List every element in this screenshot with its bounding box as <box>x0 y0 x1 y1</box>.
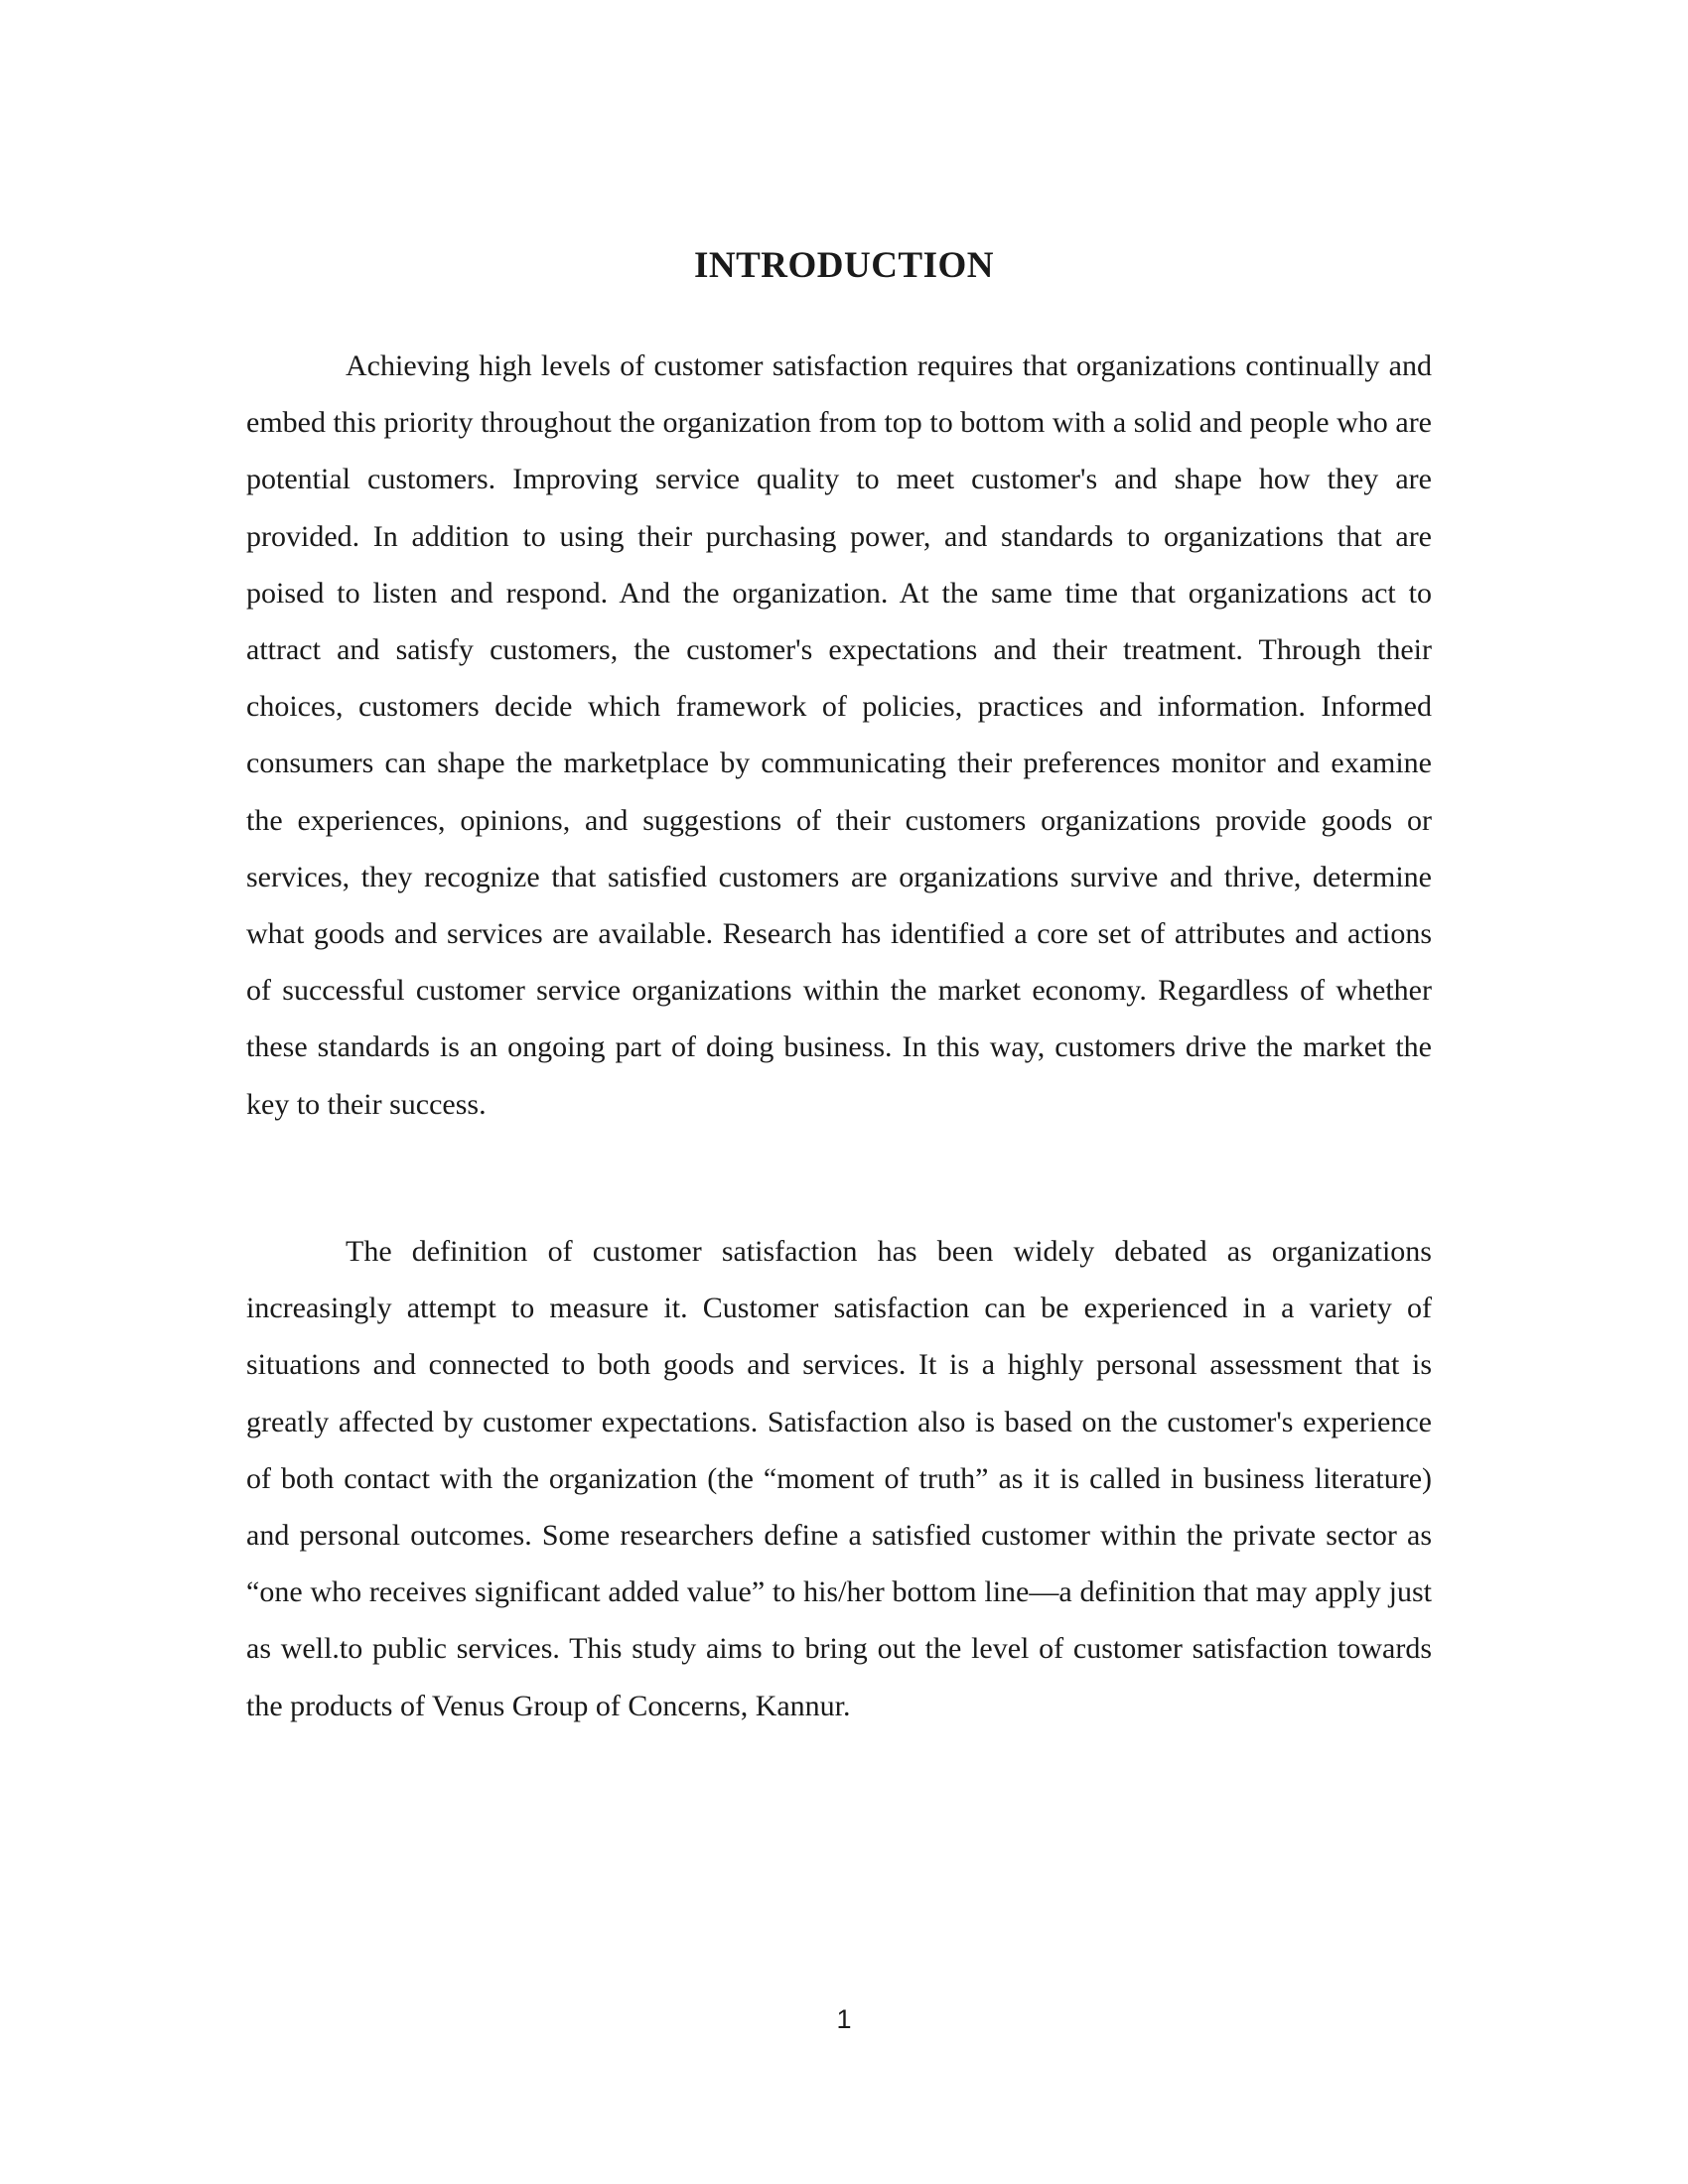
page-number: 1 <box>836 2004 852 2034</box>
body-paragraph-1: Achieving high levels of customer satisfaction requires that organizations continually and embed this priority throughout the organization from top to bottom with a solid and people who are potential customers. Improving service quality to meet customer's and shape how they are provided. In addition to using their purchasing power, and standards to organizations that are poised to listen and respond. And the organization. At the same time that organizations act to attract and satisfy customers, the customer's expectations and their treatment. Through their choices, customers decide which framework of policies, practices and information. Informed consumers can shape the marketplace by communicating their preferences monitor and examine the experiences, opinions, and suggestions of their customers organizations provide goods or services, they recognize that satisfied customers are organizations survive and thrive, determine what goods and services are available. Research has identified a core set of attributes and actions of successful customer service organizations within the market economy. Regardless of whether these standards is an ongoing part of doing business. In this way, customers drive the market the key to their success. <box>246 349 1432 1121</box>
page-title: INTRODUCTION <box>693 245 995 286</box>
body-paragraph-2: The definition of customer satisfaction has been widely debated as organizations increasingly attempt to measure it. Customer satisfaction can be experienced in a variety of situations and connected to both goods and services. It is a highly personal assessment that is greatly affected by customer expectations. Satisfaction also is based on the customer's experience of both contact with the organization (the “moment of truth” as it is called in business literature) and personal outcomes. Some researchers define a satisfied customer within the private sector as “one who receives significant added value” to his/her bottom line—a definition that may apply just as well.to public services. This study aims to bring out the level of customer satisfaction towards the products of Venus Group of Concerns, Kannur. <box>246 1235 1432 1722</box>
